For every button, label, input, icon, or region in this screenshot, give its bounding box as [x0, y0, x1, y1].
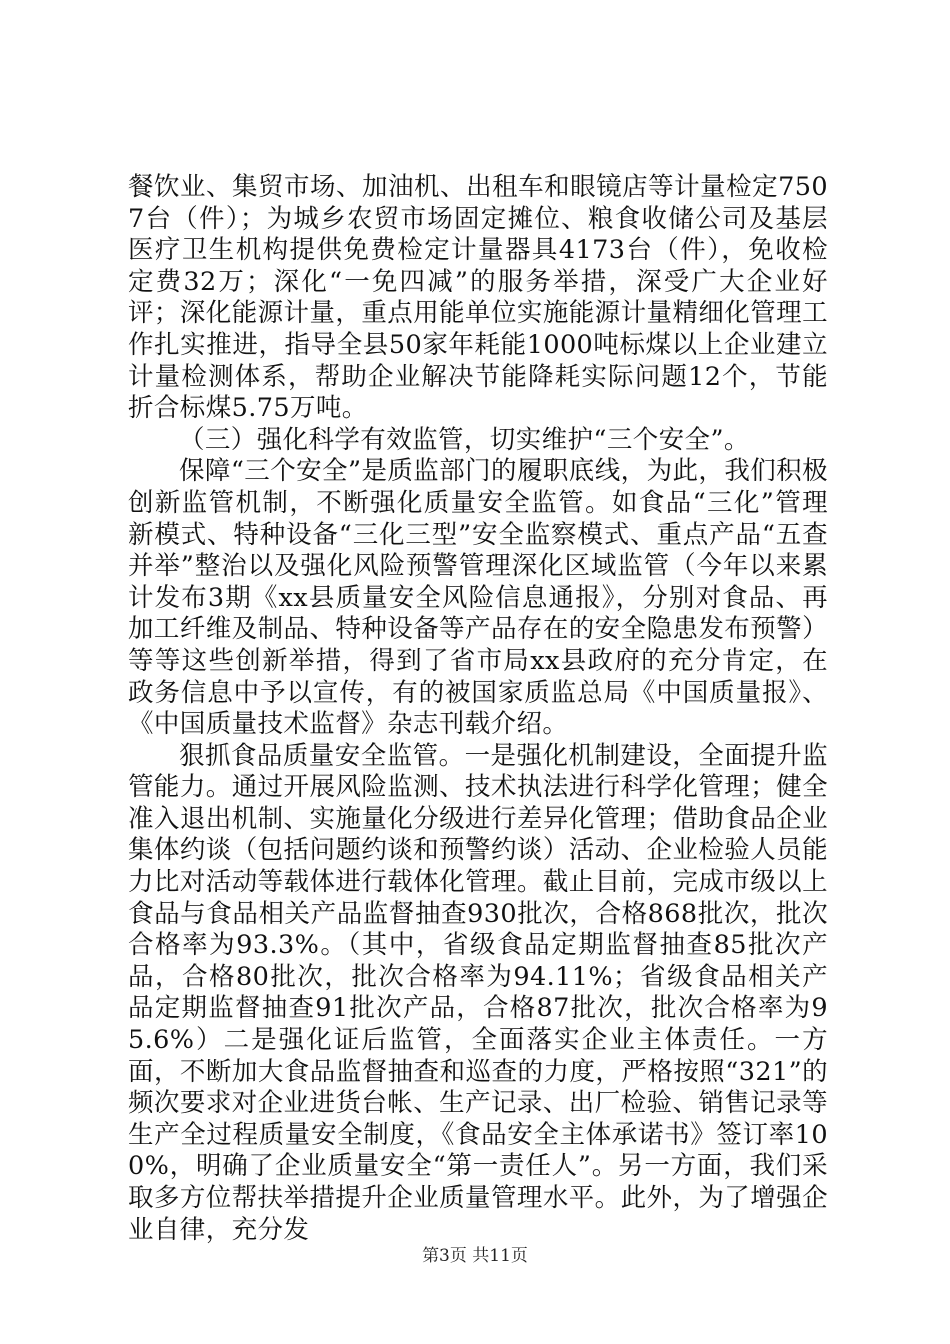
document-body	[128, 172, 828, 1246]
paragraph-safety: 保障“三个安全”是质监部门的履职底线，为此，我们积极创新监管机制，不断强化质量安全监管。如食品“三化”管理新模式、特种设备“三化三型”安全监察模式、重点产品“五查并举”整治以及强化风险预警管理深化区域监管（今年以来累计发布3期《xx县质量安全风险信息通报》，分别对食品、再加工纤维及制品、特种设备等产品存在的安全隐患发布预警）等等这些创新举措，得到了省市局xx县政府的充分肯定，在政务信息中予以宣传，有的被国家质监总局《中国质量报》、《中国质量技术监督》杂志刊载介绍。	[128, 456, 828, 740]
paragraph-food-safety: 狠抓食品质量安全监管。一是强化机制建设，全面提升监管能力。通过开展风险监测、技术执法进行科学化管理；健全准入退出机制、实施量化分级进行差异化管理；借助食品企业集体约谈（包括问题约谈和预警约谈）活动、企业检验人员能力比对活动等载体进行载体化管理。截止目前，完成市级以上食品与食品相关产品监督抽查930批次，合格868批次，批次合格率为93.3%。（其中，省级食品定期监督抽查85批次产品，合格80批次，批次合格率为94.11%；省级食品相关产品定期监督抽查91批次产品，合格87批次，批次合格率为95.6%）二是强化证后监管，全面落实企业主体责任。一方面，不断加大食品监督抽查和巡查的力度，严格按照“321”的频次要求对企业进货台帐、生产记录、出厂检验、销售记录等生产全过程质量安全制度，《食品安全主体承诺书》签订率100%，明确了企业质量安全“第一责任人”。另一方面，我们采取多方位帮扶举措提升企业质量管理水平。此外，为了增强企业自律，充分发	[128, 740, 828, 1245]
page-number: 第3页 共11页	[422, 1246, 528, 1266]
page-footer	[0, 1245, 950, 1267]
section-heading: （三）强化科学有效监管，切实维护“三个安全”。	[179, 424, 750, 455]
paragraph-continuation: 餐饮业、集贸市场、加油机、出租车和眼镜店等计量检定7507台（件）；为城乡农贸市场固定摊位、粮食收储公司及基层医疗卫生机构提供免费检定计量器具4173台（件），免收检定费32万；深化“一免四减”的服务举措，深受广大企业好评；深化能源计量，重点用能单位实施能源计量精细化管理工作扎实推进，指导全县50家年耗能1000吨标煤以上企业建立计量检测体系，帮助企业解决节能降耗实际问题12个，节能折合标煤5.75万吨。	[128, 172, 828, 424]
